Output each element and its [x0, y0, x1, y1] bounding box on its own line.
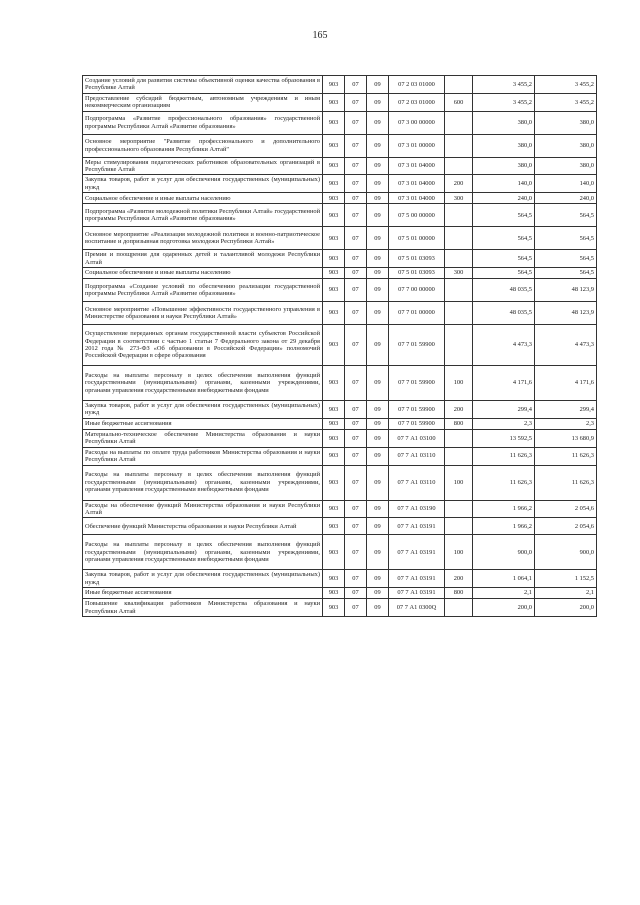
row-amount-year-2: 11 626,3 — [535, 447, 597, 465]
table-row — [83, 401, 597, 419]
row-subsection-code: 09 — [367, 429, 389, 447]
row-amount-year-1: 564,5 — [473, 250, 535, 268]
row-gr-code: 903 — [323, 204, 345, 227]
row-target-article: 07 7 00 00000 — [389, 279, 445, 302]
row-target-article: 07 7 А1 03190 — [389, 500, 445, 518]
row-gr-code: 903 — [323, 175, 345, 193]
row-target-article: 07 5 01 00000 — [389, 227, 445, 250]
row-subsection-code: 09 — [367, 447, 389, 465]
row-amount-year-1: 140,0 — [473, 175, 535, 193]
row-subsection-code: 09 — [367, 268, 389, 279]
row-subsection-code: 09 — [367, 227, 389, 250]
row-section-code: 07 — [345, 279, 367, 302]
row-amount-year-1: 380,0 — [473, 134, 535, 157]
row-gr-code: 903 — [323, 447, 345, 465]
row-amount-year-2: 2,1 — [535, 588, 597, 599]
row-amount-year-1: 900,0 — [473, 535, 535, 570]
row-target-article: 07 7 01 59900 — [389, 325, 445, 366]
row-gr-code: 903 — [323, 588, 345, 599]
row-subsection-code: 09 — [367, 500, 389, 518]
table-row — [83, 250, 597, 268]
row-expense-type: 100 — [445, 535, 473, 570]
row-name: Создание условий для развития системы объективной оценки качества образования в Республике Алтай — [83, 76, 323, 94]
row-amount-year-2: 299,4 — [535, 401, 597, 419]
row-section-code: 07 — [345, 325, 367, 366]
row-target-article: 07 2 03 01000 — [389, 93, 445, 111]
row-gr-code: 903 — [323, 268, 345, 279]
row-section-code: 07 — [345, 366, 367, 401]
row-gr-code: 903 — [323, 570, 345, 588]
row-amount-year-2: 2 054,6 — [535, 518, 597, 535]
row-target-article: 07 7 А1 03191 — [389, 518, 445, 535]
row-section-code: 07 — [345, 76, 367, 94]
row-expense-type: 200 — [445, 401, 473, 419]
row-section-code: 07 — [345, 401, 367, 419]
row-subsection-code: 09 — [367, 193, 389, 204]
row-amount-year-2: 48 123,9 — [535, 279, 597, 302]
row-expense-type — [445, 325, 473, 366]
row-section-code: 07 — [345, 599, 367, 617]
row-amount-year-2: 4 171,6 — [535, 366, 597, 401]
row-target-article: 07 7 А1 03100 — [389, 429, 445, 447]
row-subsection-code: 09 — [367, 175, 389, 193]
row-subsection-code: 09 — [367, 570, 389, 588]
row-name: Основное мероприятие "Развитие профессионального и дополнительного профессионального образования Республики Алтай" — [83, 134, 323, 157]
table-row — [83, 599, 597, 617]
row-target-article: 07 7 01 59900 — [389, 418, 445, 429]
row-amount-year-1: 564,5 — [473, 227, 535, 250]
row-subsection-code: 09 — [367, 157, 389, 175]
row-name: Осуществление переданных органам государственной власти субъектов Российской Федерации в соответствии с частью 1 статьи 7 Федерального закона от 29 декабря 2012 года № 273-ФЗ «Об образовании в Российской Федерации» полномочий Российской Федерации в сфере образования — [83, 325, 323, 366]
row-amount-year-2: 564,5 — [535, 268, 597, 279]
row-amount-year-2: 140,0 — [535, 175, 597, 193]
row-subsection-code: 09 — [367, 535, 389, 570]
row-amount-year-1: 4 171,6 — [473, 366, 535, 401]
table-row — [83, 325, 597, 366]
table-row — [83, 227, 597, 250]
row-gr-code: 903 — [323, 76, 345, 94]
row-amount-year-2: 564,5 — [535, 227, 597, 250]
row-section-code: 07 — [345, 134, 367, 157]
row-target-article: 07 3 01 04000 — [389, 157, 445, 175]
row-subsection-code: 09 — [367, 250, 389, 268]
row-name: Расходы на обеспечение функций Министерства образования и науки Республики Алтай — [83, 500, 323, 518]
row-amount-year-1: 3 455,2 — [473, 76, 535, 94]
row-subsection-code: 09 — [367, 93, 389, 111]
row-amount-year-1: 380,0 — [473, 111, 535, 134]
row-subsection-code: 09 — [367, 366, 389, 401]
row-name: Повышение квалификации работников Министерства образования и науки Республики Алтай — [83, 599, 323, 617]
row-gr-code: 903 — [323, 111, 345, 134]
row-section-code: 07 — [345, 465, 367, 500]
table-row — [83, 93, 597, 111]
row-target-article: 07 7 А1 03191 — [389, 588, 445, 599]
table-body — [83, 76, 597, 617]
row-expense-type — [445, 76, 473, 94]
row-expense-type — [445, 500, 473, 518]
row-gr-code: 903 — [323, 465, 345, 500]
row-expense-type: 200 — [445, 570, 473, 588]
row-gr-code: 903 — [323, 193, 345, 204]
row-section-code: 07 — [345, 570, 367, 588]
row-amount-year-1: 4 473,3 — [473, 325, 535, 366]
row-subsection-code: 09 — [367, 279, 389, 302]
table-row — [83, 111, 597, 134]
row-gr-code: 903 — [323, 599, 345, 617]
table-row — [83, 429, 597, 447]
row-expense-type — [445, 227, 473, 250]
row-amount-year-1: 2,1 — [473, 588, 535, 599]
row-target-article: 07 7 А1 03110 — [389, 465, 445, 500]
table-row — [83, 279, 597, 302]
row-name: Обеспечение функций Министерства образования и науки Республики Алтай — [83, 518, 323, 535]
row-subsection-code: 09 — [367, 588, 389, 599]
row-expense-type — [445, 279, 473, 302]
row-expense-type: 800 — [445, 418, 473, 429]
row-expense-type — [445, 599, 473, 617]
row-target-article: 07 2 03 01000 — [389, 76, 445, 94]
row-expense-type — [445, 429, 473, 447]
row-name: Основное мероприятие «Повышение эффективности государственного управления в Министерстве образования и науки Республики Алтай» — [83, 302, 323, 325]
row-name: Социальное обеспечение и иные выплаты населению — [83, 268, 323, 279]
row-gr-code: 903 — [323, 279, 345, 302]
row-section-code: 07 — [345, 157, 367, 175]
row-subsection-code: 09 — [367, 134, 389, 157]
row-name: Закупка товаров, работ и услуг для обеспечения государственных (муниципальных) нужд — [83, 570, 323, 588]
row-amount-year-2: 13 680,9 — [535, 429, 597, 447]
row-amount-year-2: 48 123,9 — [535, 302, 597, 325]
row-amount-year-1: 2,3 — [473, 418, 535, 429]
row-expense-type — [445, 204, 473, 227]
row-amount-year-1: 1 064,1 — [473, 570, 535, 588]
row-amount-year-1: 200,0 — [473, 599, 535, 617]
row-name: Расходы на выплаты персоналу в целях обеспечения выполнения функций государственными (муниципальными) органами, казенными учреждениями, органами управления государственными внебюджетными фондами — [83, 366, 323, 401]
row-target-article: 07 3 01 00000 — [389, 134, 445, 157]
row-subsection-code: 09 — [367, 204, 389, 227]
row-name: Закупка товаров, работ и услуг для обеспечения государственных (муниципальных) нужд — [83, 401, 323, 419]
row-expense-type — [445, 134, 473, 157]
row-expense-type: 300 — [445, 193, 473, 204]
row-gr-code: 903 — [323, 325, 345, 366]
row-gr-code: 903 — [323, 93, 345, 111]
row-section-code: 07 — [345, 447, 367, 465]
table-row — [83, 193, 597, 204]
row-gr-code: 903 — [323, 157, 345, 175]
row-amount-year-1: 11 626,3 — [473, 465, 535, 500]
row-name: Материально-техническое обеспечение Министерства образования и науки Республики Алтай — [83, 429, 323, 447]
row-name: Основное мероприятие «Реализация молодежной политики и военно-патриотическое воспитание и допризывная подготовка молодежи Республики Алтай» — [83, 227, 323, 250]
row-expense-type: 600 — [445, 93, 473, 111]
row-amount-year-2: 2,3 — [535, 418, 597, 429]
row-subsection-code: 09 — [367, 76, 389, 94]
page-number: 165 — [312, 30, 328, 41]
row-subsection-code: 09 — [367, 599, 389, 617]
row-amount-year-1: 48 035,5 — [473, 302, 535, 325]
row-amount-year-2: 1 152,5 — [535, 570, 597, 588]
row-name: Подпрограмма «Создание условий по обеспечению реализации государственной программы Республики Алтай «Развитие образования» — [83, 279, 323, 302]
row-amount-year-2: 3 455,2 — [535, 76, 597, 94]
row-gr-code: 903 — [323, 418, 345, 429]
row-section-code: 07 — [345, 227, 367, 250]
row-amount-year-2: 2 054,6 — [535, 500, 597, 518]
row-expense-type — [445, 302, 473, 325]
table-row — [83, 588, 597, 599]
row-subsection-code: 09 — [367, 302, 389, 325]
row-name: Иные бюджетные ассигнования — [83, 588, 323, 599]
row-gr-code: 903 — [323, 227, 345, 250]
row-amount-year-1: 1 966,2 — [473, 518, 535, 535]
row-expense-type: 100 — [445, 465, 473, 500]
row-target-article: 07 7 А1 03191 — [389, 535, 445, 570]
row-target-article: 07 7 А1 0300Q — [389, 599, 445, 617]
row-expense-type: 800 — [445, 588, 473, 599]
row-name: Расходы на выплаты персоналу в целях обеспечения выполнения функций государственными (муниципальными) органами, казенными учреждениями, органами управления государственными внебюджетными фондами — [83, 535, 323, 570]
row-target-article: 07 7 А1 03191 — [389, 570, 445, 588]
row-target-article: 07 3 00 00000 — [389, 111, 445, 134]
row-amount-year-1: 240,0 — [473, 193, 535, 204]
row-gr-code: 903 — [323, 134, 345, 157]
row-amount-year-2: 380,0 — [535, 111, 597, 134]
row-section-code: 07 — [345, 268, 367, 279]
row-amount-year-1: 380,0 — [473, 157, 535, 175]
row-amount-year-1: 1 966,2 — [473, 500, 535, 518]
row-subsection-code: 09 — [367, 518, 389, 535]
row-amount-year-1: 564,5 — [473, 268, 535, 279]
row-target-article: 07 7 01 59900 — [389, 366, 445, 401]
row-name: Закупка товаров, работ и услуг для обеспечения государственных (муниципальных) нужд — [83, 175, 323, 193]
row-amount-year-2: 4 473,3 — [535, 325, 597, 366]
row-subsection-code: 09 — [367, 401, 389, 419]
row-amount-year-1: 13 592,5 — [473, 429, 535, 447]
table-row — [83, 465, 597, 500]
row-section-code: 07 — [345, 429, 367, 447]
table-row — [83, 500, 597, 518]
row-expense-type — [445, 447, 473, 465]
row-section-code: 07 — [345, 588, 367, 599]
row-target-article: 07 5 01 03093 — [389, 250, 445, 268]
table-row — [83, 76, 597, 94]
row-name: Подпрограмма «Развитие молодежной политики Республики Алтай» государственной программы Республики Алтай «Развитие образования» — [83, 204, 323, 227]
row-name: Премии и поощрения для одаренных детей и талантливой молодежи Республики Алтай — [83, 250, 323, 268]
row-expense-type — [445, 518, 473, 535]
row-gr-code: 903 — [323, 401, 345, 419]
row-section-code: 07 — [345, 500, 367, 518]
row-expense-type: 300 — [445, 268, 473, 279]
row-target-article: 07 5 01 03093 — [389, 268, 445, 279]
row-target-article: 07 7 01 00000 — [389, 302, 445, 325]
row-section-code: 07 — [345, 175, 367, 193]
row-section-code: 07 — [345, 193, 367, 204]
row-subsection-code: 09 — [367, 465, 389, 500]
row-amount-year-2: 380,0 — [535, 157, 597, 175]
row-gr-code: 903 — [323, 429, 345, 447]
row-section-code: 07 — [345, 204, 367, 227]
row-section-code: 07 — [345, 535, 367, 570]
row-subsection-code: 09 — [367, 418, 389, 429]
row-subsection-code: 09 — [367, 111, 389, 134]
row-target-article: 07 5 00 00000 — [389, 204, 445, 227]
row-section-code: 07 — [345, 93, 367, 111]
budget-table — [82, 75, 597, 617]
row-expense-type — [445, 111, 473, 134]
row-amount-year-1: 11 626,3 — [473, 447, 535, 465]
row-gr-code: 903 — [323, 500, 345, 518]
row-expense-type: 100 — [445, 366, 473, 401]
row-amount-year-2: 3 455,2 — [535, 93, 597, 111]
table-row — [83, 268, 597, 279]
table-row — [83, 302, 597, 325]
row-expense-type: 200 — [445, 175, 473, 193]
table-row — [83, 175, 597, 193]
row-amount-year-2: 564,5 — [535, 250, 597, 268]
row-target-article: 07 3 01 04000 — [389, 175, 445, 193]
row-gr-code: 903 — [323, 302, 345, 325]
row-amount-year-2: 564,5 — [535, 204, 597, 227]
table-row — [83, 518, 597, 535]
row-name: Социальное обеспечение и иные выплаты населению — [83, 193, 323, 204]
row-section-code: 07 — [345, 418, 367, 429]
row-name: Предоставление субсидий бюджетным, автономным учреждениям и иным некоммерческим организациям — [83, 93, 323, 111]
row-amount-year-1: 48 035,5 — [473, 279, 535, 302]
row-name: Расходы на выплаты по оплате труда работников Министерства образования и науки Республики Алтай — [83, 447, 323, 465]
row-target-article: 07 7 01 59900 — [389, 401, 445, 419]
table-row — [83, 204, 597, 227]
table-row — [83, 447, 597, 465]
row-amount-year-1: 564,5 — [473, 204, 535, 227]
row-expense-type — [445, 250, 473, 268]
row-gr-code: 903 — [323, 250, 345, 268]
table-row — [83, 134, 597, 157]
row-amount-year-1: 3 455,2 — [473, 93, 535, 111]
table-row — [83, 366, 597, 401]
row-amount-year-2: 11 626,3 — [535, 465, 597, 500]
row-name: Расходы на выплаты персоналу в целях обеспечения выполнения функций государственными (муниципальными) органами, казенными учреждениями, органами управления государственными внебюджетными фондами — [83, 465, 323, 500]
row-amount-year-2: 380,0 — [535, 134, 597, 157]
row-section-code: 07 — [345, 302, 367, 325]
row-amount-year-2: 240,0 — [535, 193, 597, 204]
row-target-article: 07 3 01 04000 — [389, 193, 445, 204]
table-row — [83, 570, 597, 588]
row-name: Меры стимулирования педагогических работников образовательных организаций в Республике Алтай — [83, 157, 323, 175]
table-row — [83, 418, 597, 429]
row-gr-code: 903 — [323, 518, 345, 535]
row-gr-code: 903 — [323, 535, 345, 570]
row-amount-year-1: 299,4 — [473, 401, 535, 419]
row-expense-type — [445, 157, 473, 175]
row-section-code: 07 — [345, 518, 367, 535]
row-target-article: 07 7 А1 03110 — [389, 447, 445, 465]
row-section-code: 07 — [345, 111, 367, 134]
row-name: Подпрограмма «Развитие профессионального образования» государственной программы Республики Алтай «Развитие образования» — [83, 111, 323, 134]
row-section-code: 07 — [345, 250, 367, 268]
row-subsection-code: 09 — [367, 325, 389, 366]
table-row — [83, 157, 597, 175]
row-amount-year-2: 200,0 — [535, 599, 597, 617]
table-row — [83, 535, 597, 570]
row-gr-code: 903 — [323, 366, 345, 401]
row-amount-year-2: 900,0 — [535, 535, 597, 570]
row-name: Иные бюджетные ассигнования — [83, 418, 323, 429]
